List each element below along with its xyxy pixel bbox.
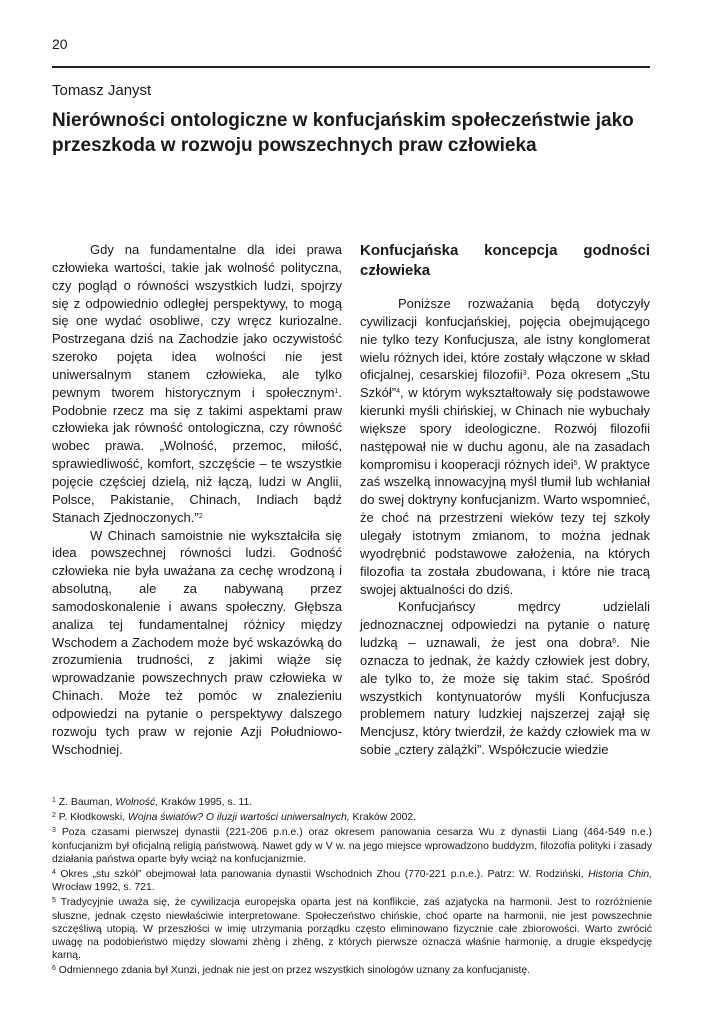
footnote-ref[interactable]: 4 <box>396 388 401 396</box>
page-number: 20 <box>52 36 68 52</box>
footnote: $^5$ Tradycyjnie uważa się, że cywilizacja europejska oparta jest na konflikcie, zaś azjatycka na harmonii. Jest to rozróżnienie słuszne, jednak często niewłaściwie interpretowane. Społeczeństwo chińskie, choć oparte na harmonii, nie jest powszechnie szczęśliwą utopią. W przeszłości w imię utrzymania porządku często eliminowano fizycznie całe zbiorowości. Warto zwrócić uwagę na podobieństwo między słowami zhèng i zhēng, z których pierwsze oznacza właśnie harmonię, a drugie ekspedycję karną. <box>52 897 652 962</box>
footnote: $^1$ Z. Bauman, Wolność, Kraków 1995, s. 11. <box>52 797 253 808</box>
footnote: $^6$ Odmiennego zdania był Xunzi, jednak nie jest on przez wszystkich sinologów uznany za konfucjanistę. <box>52 965 531 977</box>
author-name: Tomasz Janyst <box>52 82 152 99</box>
left-column <box>52 241 342 758</box>
footnote: $^4$ Okres „stu szkół” obejmował lata panowania dynastii Wschodnich Zhou (770-221 p.n.e.). Patrz: W. Rodziński, Historia Chin, Wrocław 1992, s. 721. <box>52 869 652 894</box>
paragraph: Gdy na fundamentalne dla idei prawa człowieka wartości, takie jak wolność polityczna, czy pogląd o równości wszystkich ludzi, spojrzy się z odpowiednio odległej perspektywy, to mogą się one wydać osobliwe, czy wręcz kuriozalne. Postrzegana dziś na Zachodzie jako oczywistość szeroko pojęta idea wolności nie jest uniwersalnym stanem człowieka, ale tylko pewnym tworem historycznym i społecznym$^1$. Podobnie rzecz ma się z takimi aspektami praw człowieka jak równość ontologiczna, czy równość wobec prawa. „Wolność, przemoc, miłość, sprawiedliwość, komfort, szczęście – te wszystkie pojęcie częściej dzielą, niż łączą, ludzi w Anglii, Polsce, Pakistanie, Chinach, Indiach bądź Stanach Zjednoczonych.”$^2$ <box>52 242 342 525</box>
right-column <box>360 241 650 759</box>
footnote-ref[interactable]: 2 <box>198 512 203 520</box>
footnote: $^2$ P. Kłodkowski, Wojna światów? O iluzji wartości uniwersalnych, Kraków 2002. <box>52 812 417 824</box>
paragraph: W Chinach samoistnie nie wykształciła się idea powszechnej równości ludzi. Godność człowieka nie była uważana za cechę wrodzoną i absolutną, ale za nabywaną przez samodoskonalenie i awans społeczny. Głębsza analiza tej fundamentalnej różnicy między Wschodem a Zachodem może być wskazówką do zrozumienia trudności, z jakimi wiąże się wprowadzanie powszechnych praw człowieka w Chinach. Może też pomóc w znalezieniu odpowiedzi na pytanie o perspektywy dalszego rozwoju tych praw w rejonie Azji Południowo-Wschodniej. <box>52 527 342 757</box>
footnote-ref[interactable]: 1 <box>334 387 339 395</box>
article-title: Nierówności ontologiczne w konfucjańskim społeczeństwie jako przeszkoda w rozwoju powszechnych praw człowieka <box>52 110 634 156</box>
paragraph: Konfucjańscy mędrcy udzielali jednoznacznej odpowiedzi na pytanie o naturę ludzką – uznawali, że jest ona dobra$^6$. Nie oznacza to jednak, że każdy człowiek jest dobry, ale tylko to, że może się takim stać. Spośród wszystkich kontynuatorów myśli Konfucjusza problemem natury ludzkiej najszerzej zajął się Mencjusz, który twierdził, że każdy człowiek ma w sobie „cztery zalążki”. Współczucie wiedzie <box>360 599 650 758</box>
footnote-ref[interactable]: 6 <box>612 638 617 646</box>
footnote-ref[interactable]: 5 <box>573 459 578 467</box>
paragraph: Poniższe rozważania będą dotyczyły cywilizacji konfucjańskiej, pojęcia obejmującego nie tylko tezy Konfucjusza, ale istny konglomerat wielu różnych idei, które zostały włączone w skład oficjalnej, cesarskiej filozofii$^3$. Poza okresem „Stu Szkół”$^4$, w którym wykształtowały się podstawowe kierunki myśli chińskiej, w Chinach nie wybuchały większe spory ideologiczne. Rozwój filozofii następował nie w duchu agonu, ale na zasadach kompromisu i kooperacji różnych idei$^5$. W praktyce zaś wszelką innowacyjną myśl tłumił lub wchłaniał do swej doktryny konfucjanizm. Warto wspomnieć, że choć na przestrzeni wieków tezy tej szkoły ulegały istotnym zmianom, to można jednak wyodrębnić podstawowe założenia, na których filozofia ta została zbudowana, i które nie tracą swojej aktualności do dziś. <box>360 296 650 597</box>
header-rule <box>52 66 650 68</box>
footnote-ref[interactable]: 3 <box>522 370 527 378</box>
section-heading: Konfucjańska koncepcja godności człowieka <box>360 242 650 279</box>
footnotes <box>52 794 652 978</box>
footnote: $^3$ Poza czasami pierwszej dynastii (221-206 p.n.e.) oraz okresem panowania cesarza Wu z dynastii Liang (464-549 n.e.) konfucjanizm był oficjalną religią państwową. Nawet gdy w V w. na jego miejsce wprowadzono buddyzm, filozofia polityki i zasady działania państwa oparte były wciąż na konfucjanizmie. <box>52 827 652 865</box>
